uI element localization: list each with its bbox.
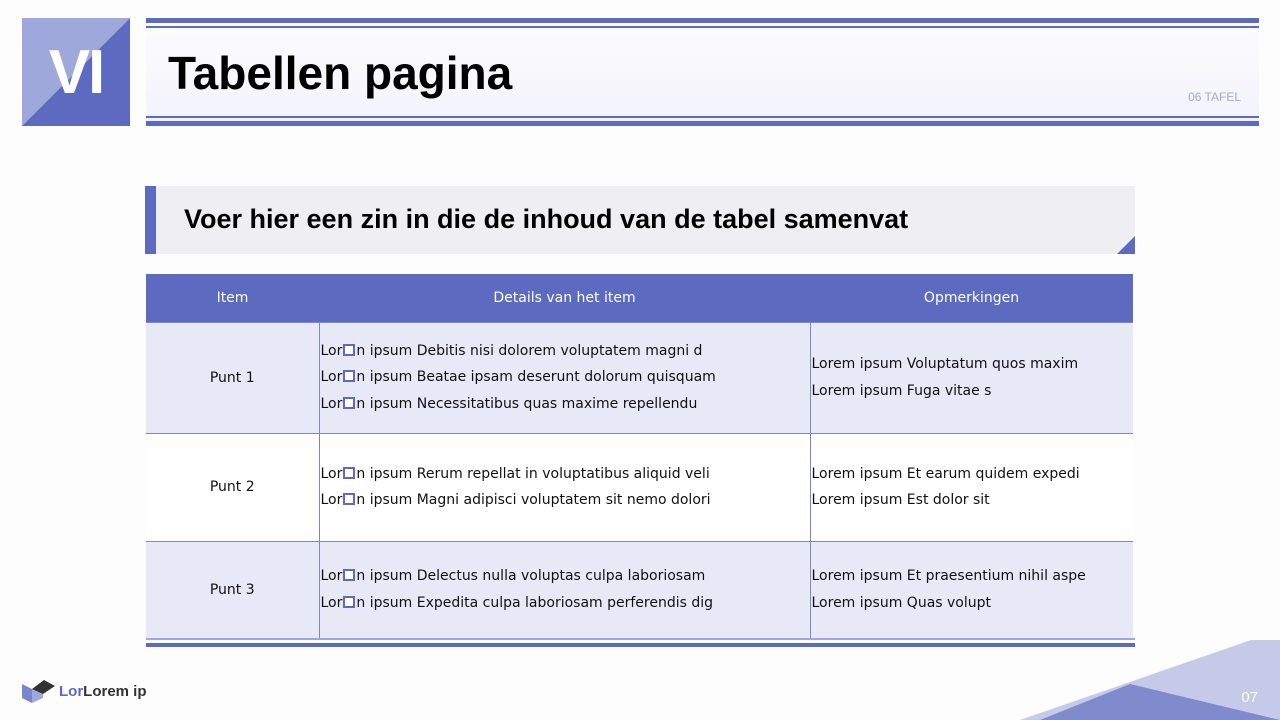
- brand-logo: [22, 680, 147, 703]
- detail-line: Lor n ipsum Necessitatibus quas maxime repellendu: [320, 395, 698, 412]
- missing-glyph-icon: [343, 493, 355, 505]
- page-header: [146, 18, 1259, 126]
- section-number: VI: [48, 37, 104, 107]
- page-title: Tabellen pagina: [168, 47, 513, 99]
- cell-details: [319, 541, 810, 638]
- note-line: Lorem ipsum Et earum quidem expedi: [811, 465, 1080, 482]
- cell-item: Punt 2: [146, 433, 319, 541]
- missing-glyph-icon: [343, 370, 355, 382]
- corner-decoration: [1020, 640, 1280, 720]
- detail-line: Lor n ipsum Expedita culpa laboriosam perferendis dig: [320, 594, 714, 611]
- missing-glyph-icon: [343, 596, 355, 608]
- page-number: 07: [1241, 689, 1258, 706]
- column-header-notes: Opmerkingen: [810, 274, 1133, 322]
- missing-glyph-icon: [343, 344, 355, 356]
- detail-line: Lor n ipsum Magni adipisci voluptatem sit nemo dolori: [320, 492, 711, 508]
- summary-text: Voer hier een zin in die de inhoud van de tabel samenvat: [184, 204, 909, 234]
- missing-glyph-icon: [343, 467, 355, 479]
- detail-line: Lor n ipsum Rerum repellat in voluptatibus aliquid veli: [320, 465, 710, 482]
- data-table: [146, 274, 1133, 638]
- divider: [146, 26, 1259, 28]
- divider: [146, 18, 1259, 23]
- note-line: Lorem ipsum Voluptatum quos maxim: [811, 356, 1079, 372]
- cell-details: [319, 322, 810, 433]
- divider: [146, 116, 1259, 118]
- cell-item: Punt 3: [146, 541, 319, 638]
- cell-notes: [810, 541, 1133, 638]
- column-header-item: Item: [146, 274, 319, 322]
- brand-name: LorLorem ip: [59, 683, 147, 700]
- table-row: [146, 322, 1133, 433]
- missing-glyph-icon: [343, 397, 355, 409]
- note-line: Lorem ipsum Et praesentium nihil aspe: [811, 568, 1086, 585]
- table-summary: [145, 186, 1135, 254]
- cell-details: [319, 433, 810, 541]
- table-bottom-border: [146, 638, 1135, 648]
- cube-logo-icon: [22, 680, 55, 703]
- cell-item: Punt 1: [146, 322, 319, 433]
- note-line: Lorem ipsum Quas volupt: [811, 594, 992, 611]
- table-row: [146, 433, 1133, 541]
- table-row: [146, 541, 1133, 638]
- note-line: Lorem ipsum Est dolor sit: [811, 492, 990, 508]
- cell-notes: [810, 433, 1133, 541]
- missing-glyph-icon: [343, 569, 355, 581]
- column-header-details: Details van het item: [319, 274, 810, 322]
- section-badge: [22, 18, 130, 126]
- divider: [146, 121, 1259, 126]
- table-header-row: [146, 274, 1133, 322]
- detail-line: Lor n ipsum Delectus nulla voluptas culpa laboriosam: [320, 568, 706, 585]
- section-tag: 06 TAFEL: [1188, 90, 1241, 104]
- note-line: Lorem ipsum Fuga vitae s: [811, 382, 992, 399]
- detail-line: Lor n ipsum Beatae ipsam deserunt dolorum quisquam: [320, 369, 716, 386]
- cell-notes: [810, 322, 1133, 433]
- detail-line: Lor n ipsum Debitis nisi dolorem voluptatem magni d: [320, 342, 703, 359]
- corner-triangle: [1117, 236, 1135, 254]
